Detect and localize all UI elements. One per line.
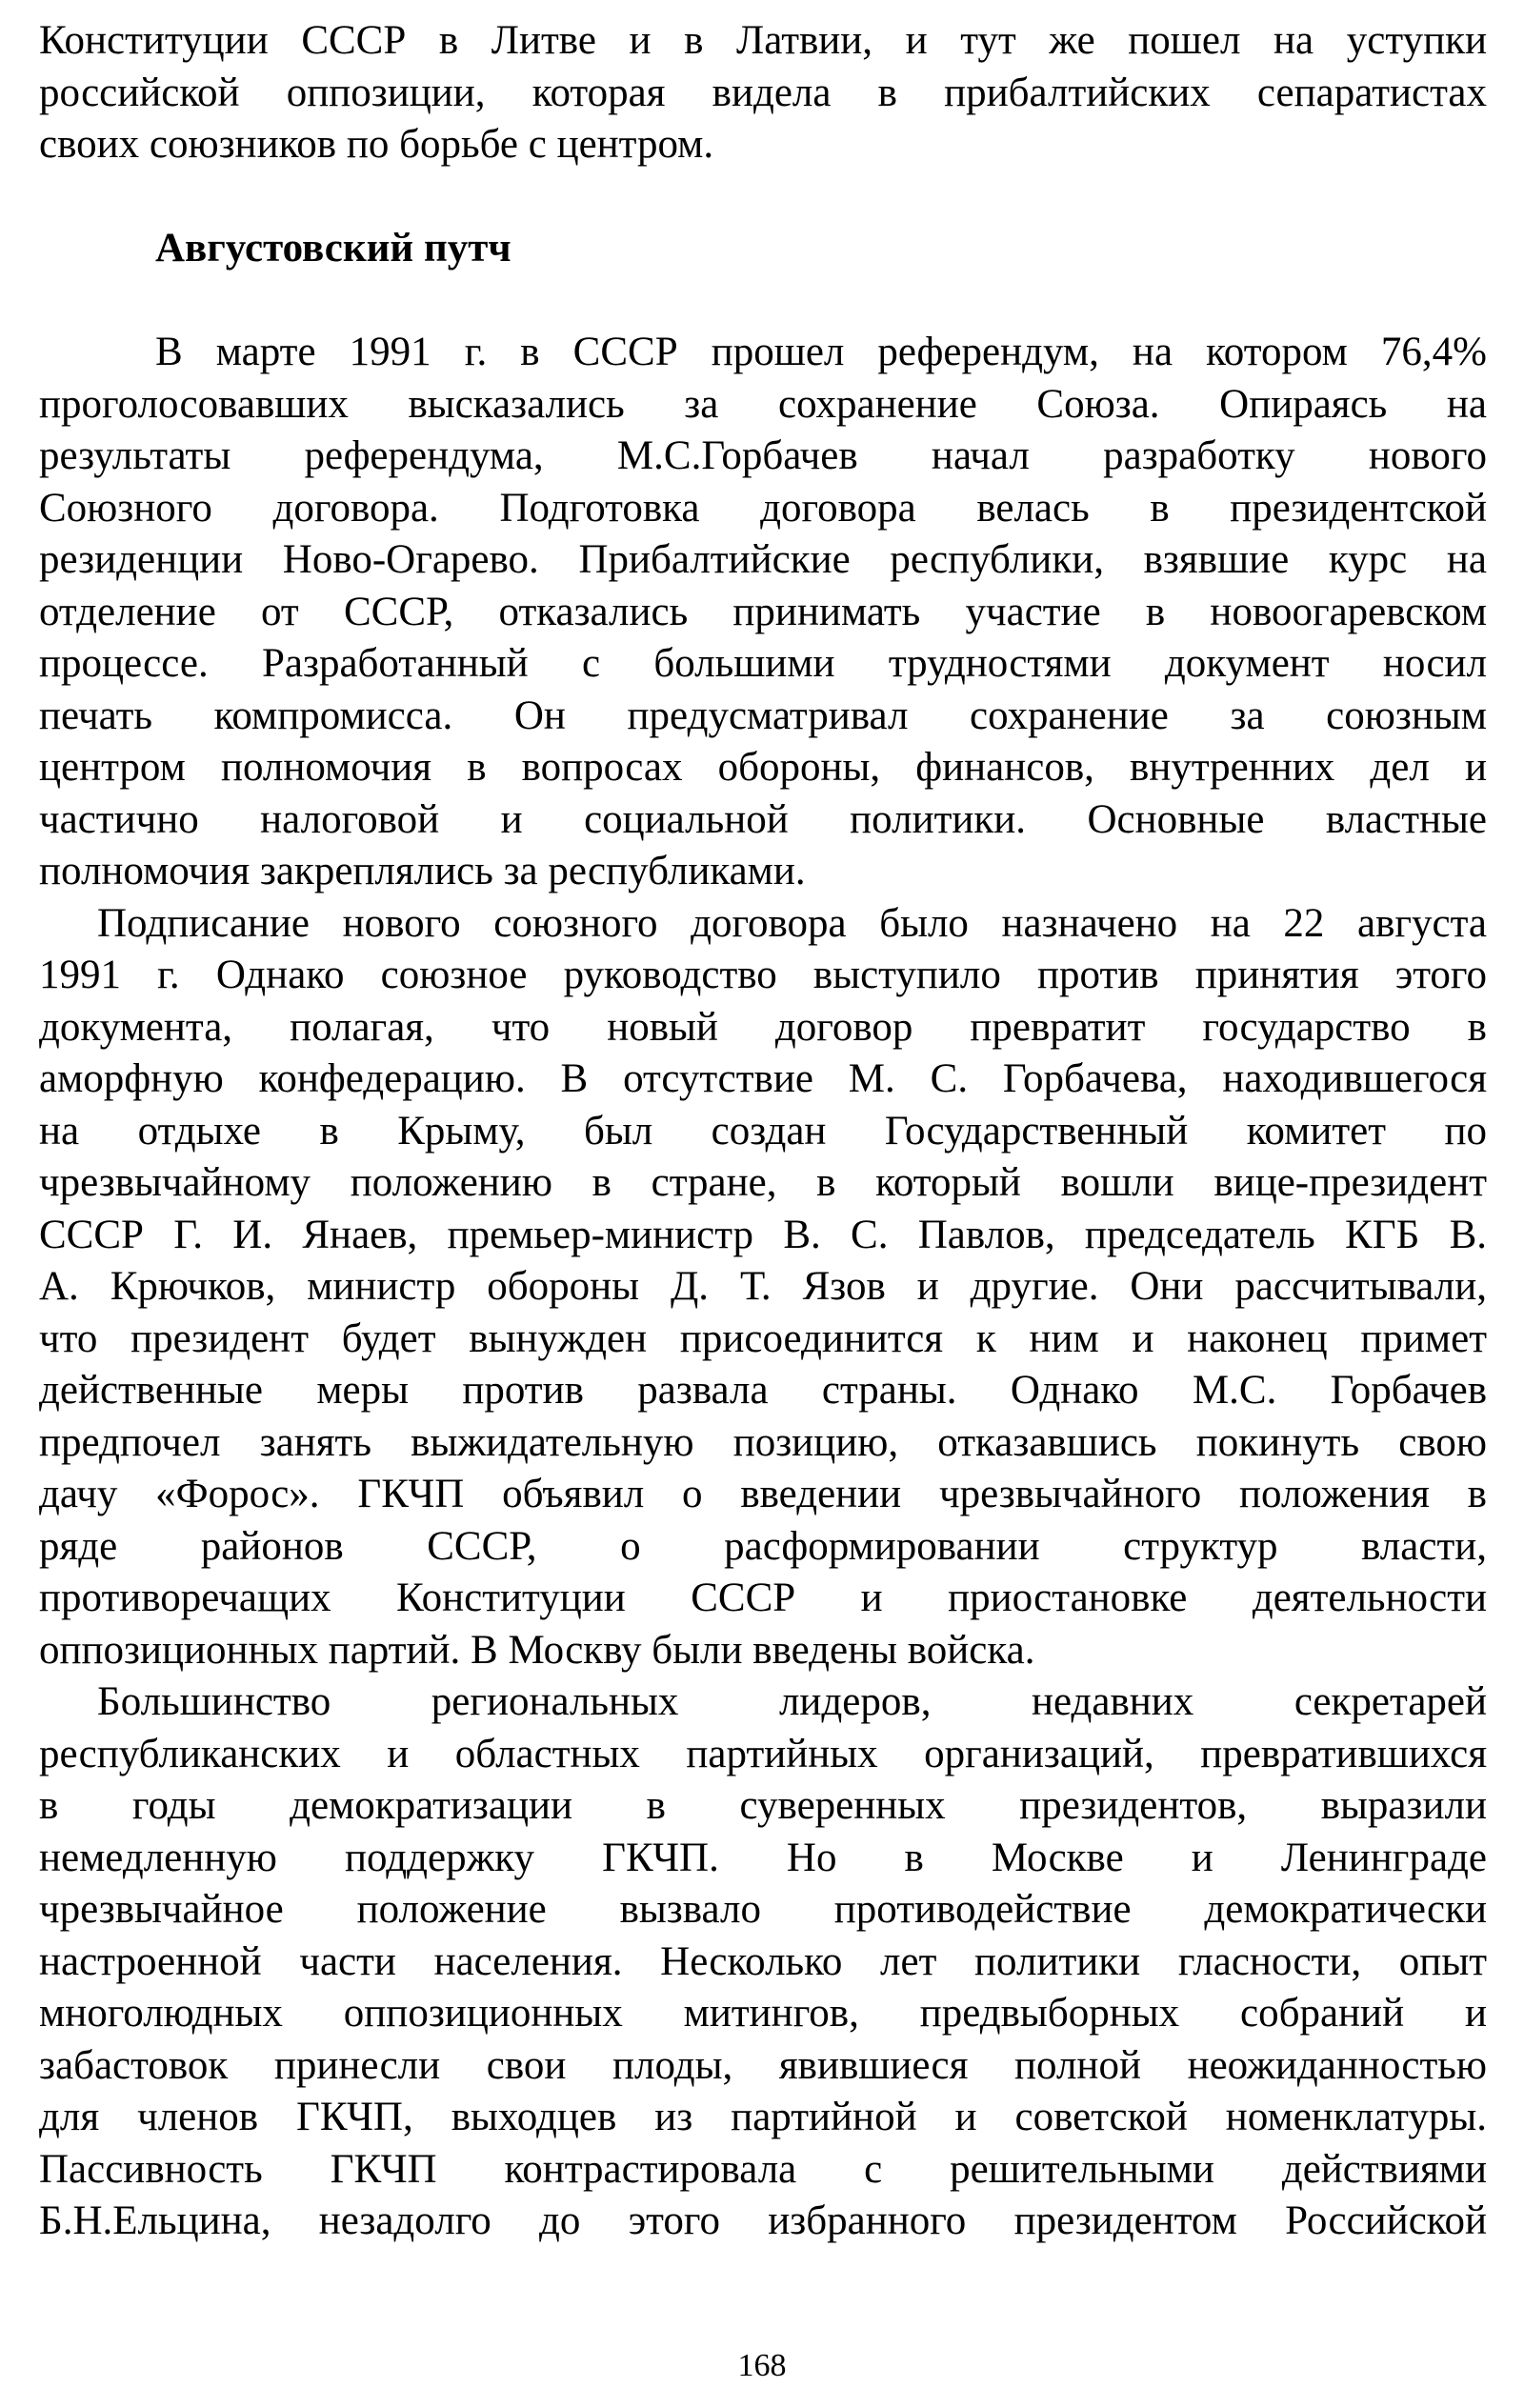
paragraph-referendum: [39, 327, 1487, 898]
text-line: В марте 1991 г. в СССР прошел референдум, на котором 76,4%: [155, 330, 1487, 374]
text-line: в годы демократизации в суверенных президентов, выразили: [39, 1783, 1487, 1828]
text-line: Конституции СССР в Литве и в Латвии, и тут же пошел на уступки: [39, 18, 1487, 63]
intro-paragraph: [39, 15, 1487, 171]
text-line: процессе. Разработанный с большими трудностями документ носил: [39, 641, 1487, 686]
text-line: документа, полагая, что новый договор превратит государство в: [39, 1004, 1487, 1050]
paragraph-regions: [39, 1676, 1487, 2248]
text-line: аморфную конфедерацию. В отсутствие М. С. Горбачева, находившегося: [39, 1056, 1487, 1101]
text-line: частично налоговой и социальной политики. Основные властные: [39, 796, 1487, 842]
text-line: что президент будет вынужден присоединится к ним и наконец примет: [39, 1315, 1487, 1361]
text-line: 1991 г. Однако союзное руководство выступило против принятия этого: [39, 953, 1487, 997]
text-line: многолюдных оппозиционных митингов, предвыборных собраний и: [39, 1991, 1487, 2036]
text-line: российской оппозиции, которая видела в прибалтийских сепаратистах: [39, 70, 1487, 115]
text-line: резиденции Ново-Огарево. Прибалтийские республики, взявшие курс на: [39, 537, 1487, 582]
text-line: центром полномочия в вопросах обороны, финансов, внутренних дел и: [39, 745, 1487, 790]
paragraph-treaty: [39, 898, 1487, 1677]
spacer: [39, 275, 1487, 328]
text-line: Союзного договора. Подготовка договора велась в президентской: [39, 485, 1487, 531]
text-line: Б.Н.Ельцина, незадолго до этого избранного президентом Российской: [39, 2198, 1487, 2243]
section-title: Августовский путч: [155, 226, 511, 271]
text-line: результаты референдума, М.С.Горбачев начал разработку нового: [39, 433, 1487, 478]
text-line: противоречащих Конституции СССР и приостановке деятельности: [39, 1575, 1487, 1620]
page-number: 168: [737, 2348, 787, 2383]
text-line: ряде районов СССР, о расформировании структур власти,: [39, 1523, 1487, 1569]
text-line: Большинство региональных лидеров, недавних секретарей: [97, 1679, 1487, 1724]
text-line: СССР Г. И. Янаев, премьер-министр В. С. Павлов, председатель КГБ В.: [39, 1212, 1487, 1257]
page-body: [39, 15, 1487, 2248]
text-line: забастовок принесли свои плоды, явившиеся полной неожиданностью: [39, 2042, 1487, 2088]
spacer: [39, 171, 1487, 224]
text-line: печать компромисса. Он предусматривал сохранение за союзным: [39, 692, 1487, 738]
text-line: дачу «Форос». ГКЧП объявил о введении чрезвычайного положения в: [39, 1472, 1487, 1516]
text-line: Пассивность ГКЧП контрастировала с решительными действиями: [39, 2146, 1487, 2192]
text-line: полномочия закреплялись за республиками.: [39, 849, 806, 893]
text-line: оппозиционных партий. В Москву были введены войска.: [39, 1627, 1035, 1673]
text-line: проголосовавших высказались за сохранение Союза. Опираясь на: [39, 381, 1487, 427]
text-line: предпочел занять выжидательную позицию, отказавшись покинуть свою: [39, 1419, 1487, 1465]
text-line: республиканских и областных партийных организаций, превратившихся: [39, 1731, 1487, 1776]
text-line: своих союзников по борьбе с центром.: [39, 122, 714, 167]
text-line: немедленную поддержку ГКЧП. Но в Москве и Ленинграде: [39, 1835, 1487, 1880]
text-line: чрезвычайному положению в стране, в который вошли вице-президент: [39, 1160, 1487, 1205]
text-line: отделение от СССР, отказались принимать участие в новоогаревском: [39, 589, 1487, 634]
text-line: для членов ГКЧП, выходцев из партийной и советской номенклатуры.: [39, 2095, 1487, 2139]
text-line: А. Крючков, министр обороны Д. Т. Язов и другие. Они рассчитывали,: [39, 1264, 1487, 1309]
text-line: настроенной части населения. Несколько лет политики гласности, опыт: [39, 1938, 1487, 1984]
text-line: на отдыхе в Крыму, был создан Государственный комитет по: [39, 1108, 1487, 1154]
text-line: действенные меры против развала страны. Однако М.С. Горбачев: [39, 1368, 1487, 1413]
text-line: Подписание нового союзного договора было назначено на 22 августа: [97, 900, 1487, 946]
text-line: чрезвычайное положение вызвало противодействие демократически: [39, 1887, 1487, 1932]
